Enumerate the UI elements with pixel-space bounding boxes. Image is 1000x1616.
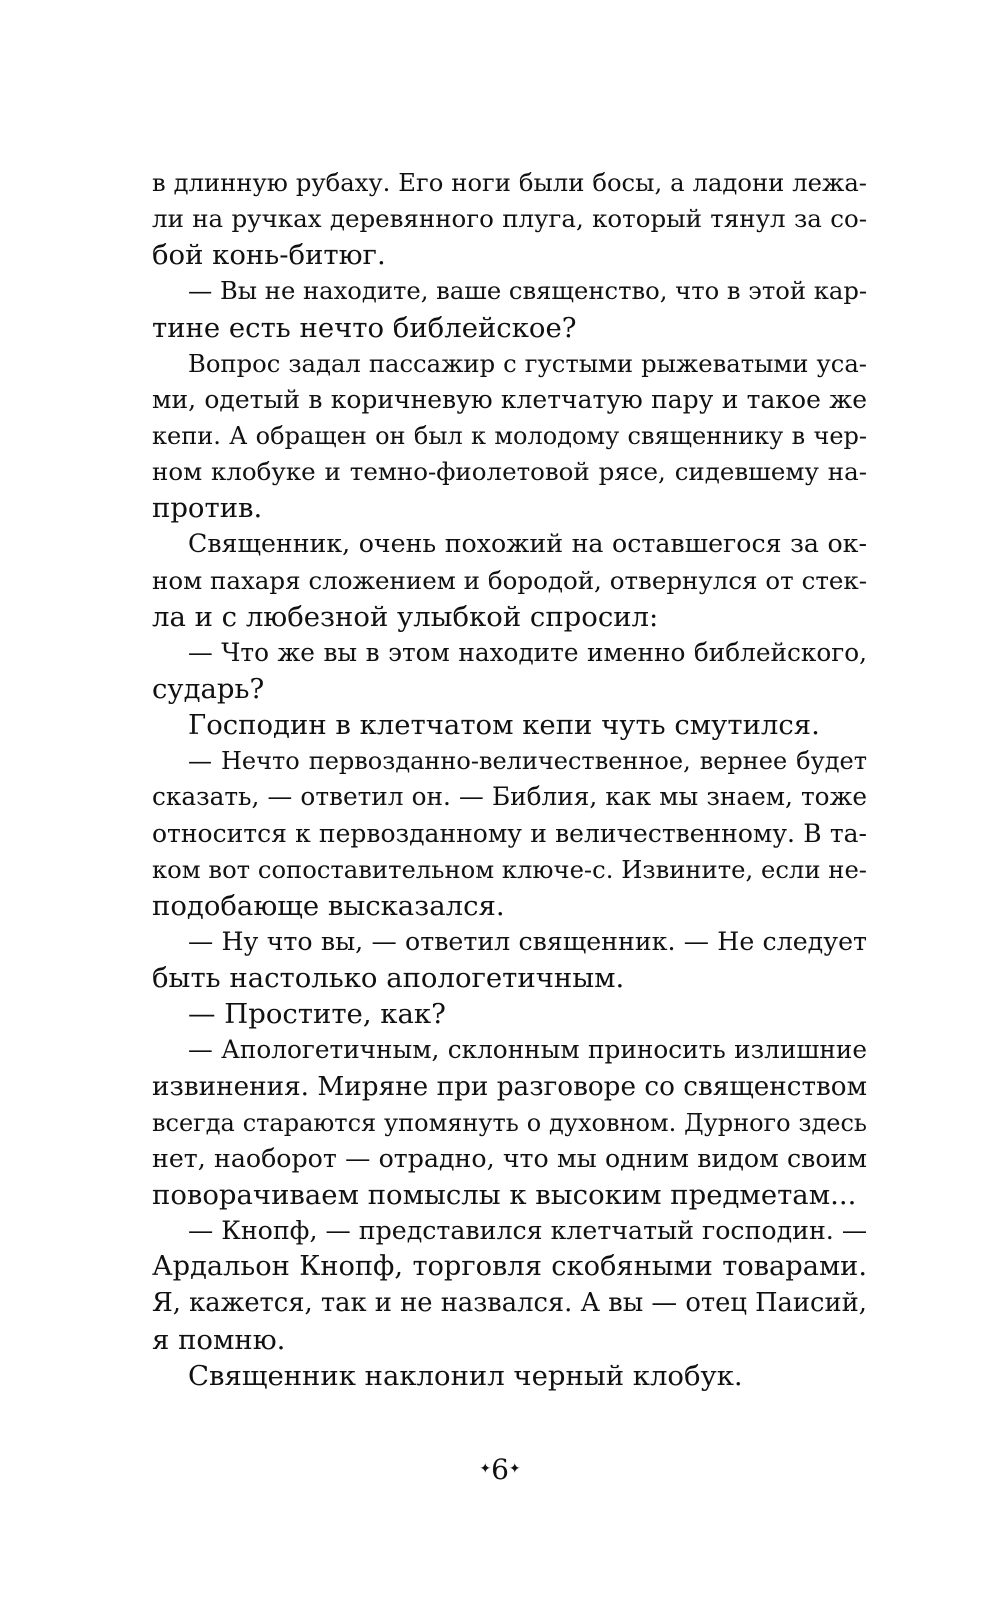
text-line: Священник, очень похожий на оставшегося за ок-: [188, 529, 867, 559]
text-line: Священник наклонил черный клобук.: [188, 1359, 743, 1392]
text-line: — Кнопф, — представился клетчатый господин. —: [188, 1216, 868, 1246]
text-line: нет, наоборот — отрадно, что мы одним видом своим: [152, 1143, 867, 1173]
page-number: 6: [491, 1453, 509, 1486]
text-line: Ардальон Кнопф, торговля скобяными товарами.: [152, 1251, 867, 1283]
text-line: сударь?: [152, 672, 265, 705]
text-line: в длинную рубаху. Его ноги были босы, а ладони лежа-: [152, 168, 867, 197]
text-line: ком вот сопоставительном ключе-с. Извините, если не-: [152, 854, 867, 884]
text-line: относится к первозданному и величественному. В та-: [152, 818, 867, 848]
text-line: быть настолько апологетичным.: [152, 962, 625, 995]
text-line: тине есть нечто библейское?: [152, 311, 577, 344]
text-line: ном пахаря сложением и бородой, отвернулся от стек-: [152, 565, 867, 595]
text-line: Господин в клетчатом кепи чуть смутился.: [188, 709, 820, 742]
text-line: я помню.: [152, 1323, 286, 1356]
ornament-left-icon: ✦: [479, 1460, 492, 1477]
text-line: ла и с любезной улыбкой спросил:: [152, 600, 659, 633]
text-line: бой конь-битюг.: [152, 239, 386, 272]
text-line: — Что же вы в этом находите именно библейского,: [188, 637, 867, 667]
text-line: — Вы не находите, ваше священство, что в этой кар-: [188, 276, 868, 306]
text-line: — Нечто первозданно-величественное, вернее будет: [188, 747, 867, 776]
text-line: всегда стараются упомянуть о духовном. Дурного здесь: [152, 1108, 867, 1137]
text-line: — Ну что вы, — ответил священник. — Не следует: [188, 926, 867, 956]
text-line: Вопрос задал пассажир с густыми рыжеватыми уса-: [188, 348, 867, 378]
text-line: извинения. Миряне при разговоре со священством: [152, 1071, 867, 1102]
text-line: ли на ручках деревянного плуга, который тянул за со-: [152, 204, 867, 234]
text-line: ми, одетый в коричневую клетчатую пару и такое же: [152, 384, 867, 414]
text-line: — Простите, как?: [188, 998, 446, 1031]
body-text: [152, 165, 867, 1394]
text-line: против.: [152, 492, 263, 525]
text-line: поворачиваем помыслы к высоким предметам...: [152, 1178, 857, 1211]
ornament-right-icon: ✦: [508, 1460, 521, 1477]
text-line: кепи. А обращен он был к молодому священнику в чер-: [152, 421, 867, 450]
text-line: сказать, — ответил он. — Библия, как мы знаем, тоже: [152, 782, 867, 812]
text-line: ном клобуке и темно-фиолетовой рясе, сидевшему на-: [152, 457, 867, 487]
text-line: Я, кажется, так и не назвался. А вы — отец Паисий,: [152, 1288, 867, 1319]
text-line: — Апологетичным, склонным приносить излишние: [188, 1035, 867, 1065]
page-footer: [0, 1452, 1000, 1490]
text-line: подобающе высказался.: [152, 889, 505, 922]
